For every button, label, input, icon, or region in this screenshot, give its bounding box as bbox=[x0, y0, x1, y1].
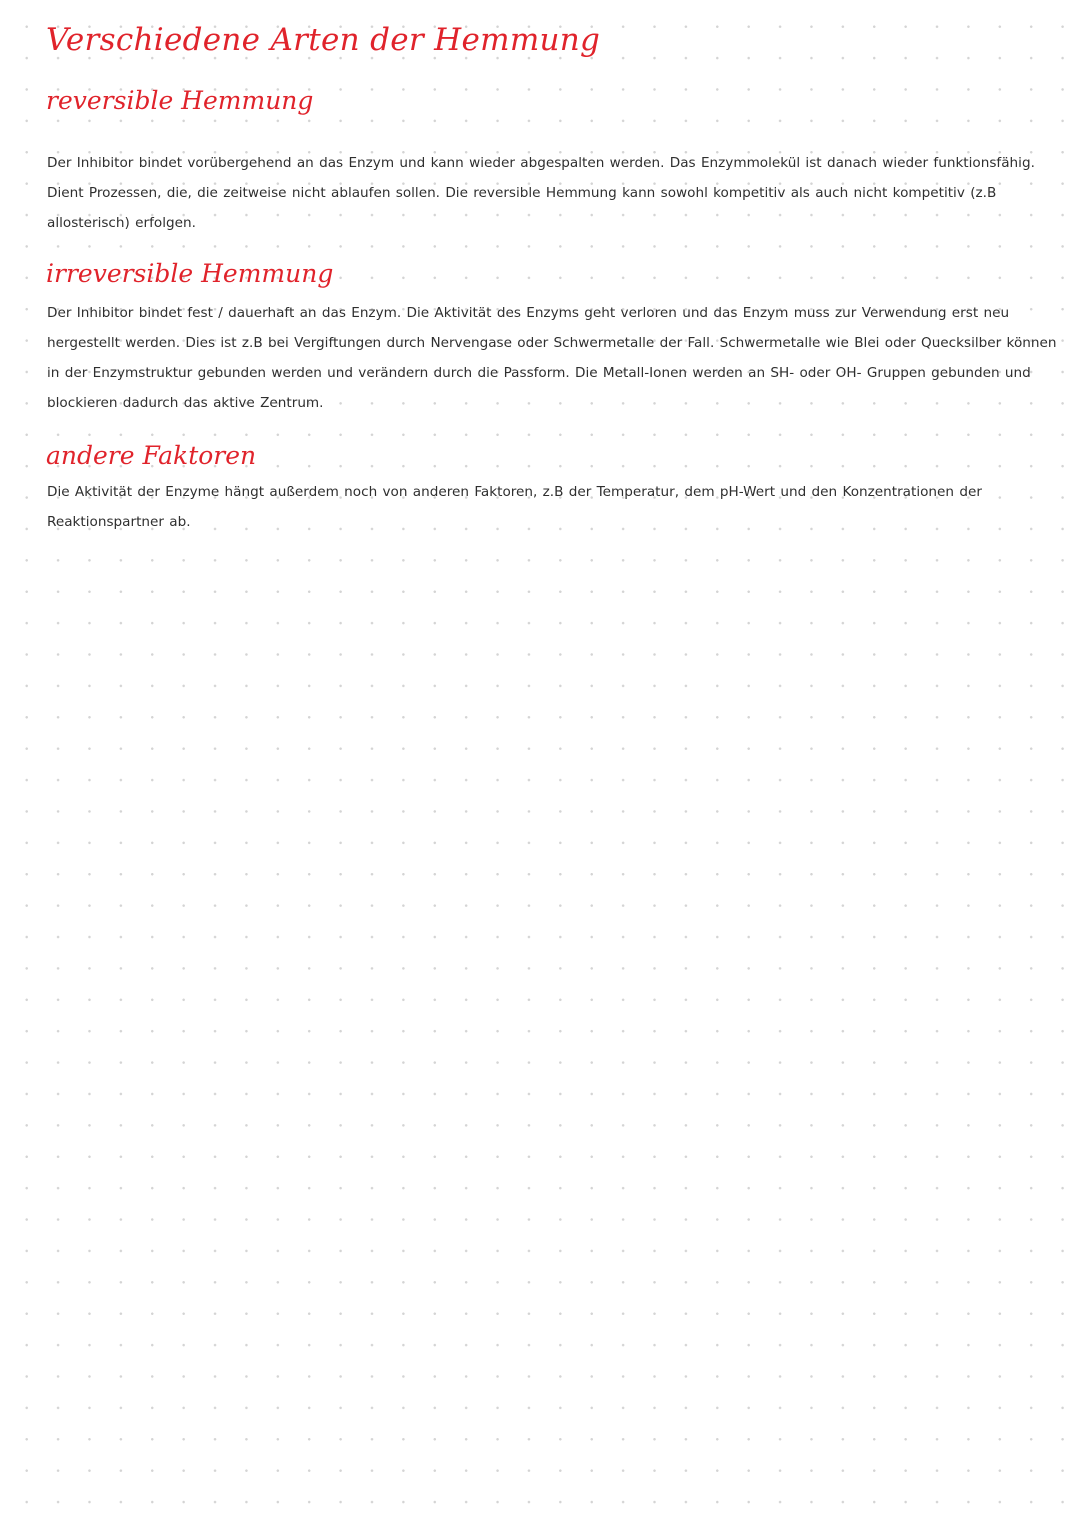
section-text-reversible: Der Inhibitor bindet vorübergehend an das Enzym und kann wieder abgespalten werden. Das Enzymmolekül ist danach wieder funktionsfähig. Dient Prozessen, die, die zeitweise nicht ablaufen sollen. Die reversible Hemmung kann sowohl kompetitiv als auch nicht kompetitiv (z.B allosterisch) erfolgen. bbox=[47, 155, 1035, 231]
section-heading-andere-faktoren: andere Faktoren bbox=[46, 441, 257, 470]
section-text-andere-faktoren: Die Aktivität der Enzyme hängt außerdem noch von anderen Faktoren, z.B der Temperatur, dem pH-Wert und den Konzentrationen der Reaktionspartner ab. bbox=[47, 484, 982, 530]
section-heading-irreversible: irreversible Hemmung bbox=[46, 259, 334, 288]
page-title: Verschiedene Arten der Hemmung bbox=[46, 22, 601, 58]
section-heading-reversible: reversible Hemmung bbox=[46, 86, 314, 115]
section-text-irreversible: Der Inhibitor bindet fest / dauerhaft an das Enzym. Die Aktivität des Enzyms geht verloren und das Enzym muss zur Verwendung erst neu hergestellt werden. Dies ist z.B bei Vergiftungen durch Nervengase oder Schwermetalle der Fall. Schwermetalle wie Blei oder Quecksilber können in der Enzymstruktur gebunden werden und verändern durch die Passform. Die Metall-Ionen werden an SH- oder OH- Gruppen gebunden und blockieren dadurch das aktive Zentrum. bbox=[47, 305, 1057, 411]
